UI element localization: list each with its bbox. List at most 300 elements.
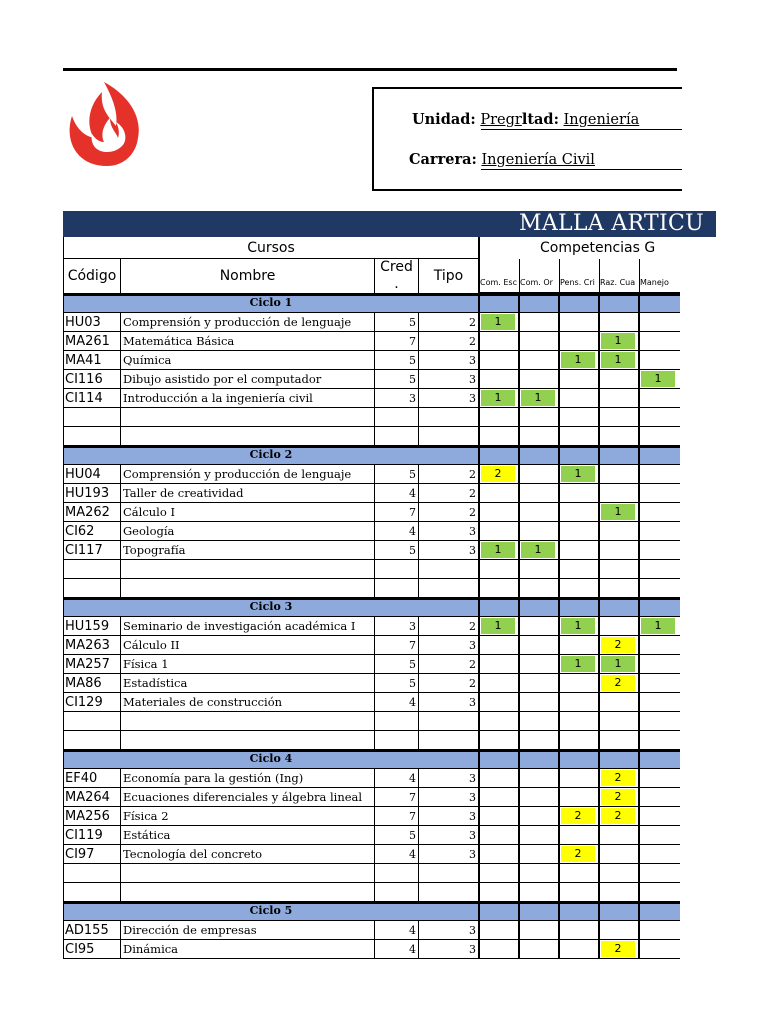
competency-cell: [520, 579, 560, 598]
competency-cell: [520, 712, 560, 731]
course-code: AD155: [63, 921, 121, 940]
competency-cell: [520, 408, 560, 427]
competency-level: [601, 485, 635, 501]
course-name: Ecuaciones diferenciales y álgebra lineal: [121, 788, 375, 807]
course-code: MA41: [63, 351, 121, 370]
competency-cell: [520, 674, 560, 693]
course-code: HU193: [63, 484, 121, 503]
course-name: Estadística: [121, 674, 375, 693]
competency-level: [481, 637, 515, 653]
competency-level: [481, 884, 515, 900]
course-credits: [375, 427, 419, 446]
course-tipo: 2: [419, 617, 480, 636]
competency-level: [641, 542, 675, 558]
course-credits: 3: [375, 617, 419, 636]
competency-cell: [480, 921, 520, 940]
ciclo-row-label: Ciclo 2: [63, 446, 480, 465]
course-name: Comprensión y producción de lenguaje: [121, 313, 375, 332]
ciclo-row-competency-cell: [480, 598, 520, 617]
ciclo-row-competency-cell: [560, 598, 600, 617]
course-code: MA262: [63, 503, 121, 522]
competency-cell: [480, 503, 520, 522]
competency-cell: [560, 674, 600, 693]
competency-level: [521, 865, 555, 881]
competency-cell: [520, 560, 560, 579]
competency-cell: [520, 921, 560, 940]
competency-cell: [600, 864, 640, 883]
course-name: Estática: [121, 826, 375, 845]
competency-level: [521, 314, 555, 330]
competency-cell: [480, 560, 520, 579]
carrera-underline: [481, 169, 682, 170]
course-tipo: [419, 427, 480, 446]
competency-cell: [560, 408, 600, 427]
competency-cell: [640, 408, 680, 427]
competency-cell: [480, 484, 520, 503]
course-name: Economía para la gestión (Ing): [121, 769, 375, 788]
course-credits: [375, 712, 419, 731]
competency-cell: [640, 788, 680, 807]
competency-cell: [600, 731, 640, 750]
competency-cell: [600, 351, 640, 370]
ciclo-row-competency-cell: [520, 446, 560, 465]
competency-cell: [480, 655, 520, 674]
ciclo-row-competency-cell: [640, 294, 680, 313]
competency-cell: [560, 845, 600, 864]
course-credits: [375, 731, 419, 750]
competency-level: [641, 580, 675, 596]
competency-cell: [520, 484, 560, 503]
competency-cell: [600, 313, 640, 332]
competency-level: [521, 941, 555, 957]
competency-cell: [560, 313, 600, 332]
course-credits: [375, 864, 419, 883]
competency-cell: [600, 826, 640, 845]
competency-cell: [640, 484, 680, 503]
course-credits: 4: [375, 921, 419, 940]
competency-cell: [640, 693, 680, 712]
competency-level: [641, 656, 675, 672]
competency-level: 2: [601, 675, 635, 691]
competency-cell: [600, 389, 640, 408]
competency-level: [641, 846, 675, 862]
competency-level: [641, 922, 675, 938]
competency-cell: [480, 826, 520, 845]
carrera-value: Ingeniería Civil: [481, 152, 595, 168]
course-credits: 7: [375, 788, 419, 807]
competency-level: [521, 561, 555, 577]
competency-cell: [480, 465, 520, 484]
competency-level: [641, 523, 675, 539]
competency-cell: [520, 940, 560, 959]
competency-level: [521, 371, 555, 387]
course-tipo: 2: [419, 674, 480, 693]
competency-level: [521, 656, 555, 672]
creditos-header-text: Cred: [380, 259, 413, 275]
course-code: CI119: [63, 826, 121, 845]
course-name: Física 2: [121, 807, 375, 826]
competency-cell: [520, 769, 560, 788]
competency-level: [521, 485, 555, 501]
competency-level: [481, 865, 515, 881]
competency-cell: [480, 883, 520, 902]
course-tipo: 3: [419, 921, 480, 940]
competency-level: [561, 922, 595, 938]
course-code: [63, 560, 121, 579]
competency-cell: [520, 617, 560, 636]
course-code: [63, 731, 121, 750]
competency-level: [561, 580, 595, 596]
competency-cell: [640, 731, 680, 750]
competency-cell: [520, 636, 560, 655]
course-code: MA261: [63, 332, 121, 351]
competency-level: 1: [521, 390, 555, 406]
competency-level: [601, 580, 635, 596]
competency-level: [641, 333, 675, 349]
ciclo-row-competency-cell: [480, 902, 520, 921]
competency-level: [481, 523, 515, 539]
course-name: [121, 731, 375, 750]
university-logo: [66, 78, 148, 168]
competency-cell: [480, 313, 520, 332]
ciclo-row-competency-cell: [560, 294, 600, 313]
competency-cell: [640, 389, 680, 408]
course-credits: 7: [375, 636, 419, 655]
competency-cell: [560, 617, 600, 636]
competency-level: [561, 732, 595, 748]
competency-cell: [640, 864, 680, 883]
competency-level: [481, 504, 515, 520]
competency-level: [521, 637, 555, 653]
competency-level: [641, 694, 675, 710]
course-name: Topografía: [121, 541, 375, 560]
course-tipo: 2: [419, 313, 480, 332]
course-name: Cálculo II: [121, 636, 375, 655]
competency-cell: [600, 940, 640, 959]
competency-level: 1: [561, 352, 595, 368]
ciclo-row-competency-cell: [560, 446, 600, 465]
ciclo-row-competency-cell: [640, 446, 680, 465]
competency-level: [481, 675, 515, 691]
course-name: Tecnología del concreto: [121, 845, 375, 864]
competency-cell: [480, 693, 520, 712]
competency-cell: [640, 636, 680, 655]
course-tipo: 2: [419, 503, 480, 522]
competency-cell: [480, 712, 520, 731]
course-credits: 4: [375, 484, 419, 503]
competency-cell: [560, 541, 600, 560]
competency-level: [601, 542, 635, 558]
ciclo-row-competency-cell: [600, 902, 640, 921]
competency-level: 1: [601, 504, 635, 520]
course-name: [121, 883, 375, 902]
course-code: HU04: [63, 465, 121, 484]
course-code: CI117: [63, 541, 121, 560]
competency-cell: [520, 864, 560, 883]
competency-level: [481, 941, 515, 957]
competency-cell: [640, 427, 680, 446]
competency-level: [601, 371, 635, 387]
competency-cell: [560, 465, 600, 484]
ciclo-row-competency-cell: [480, 294, 520, 313]
competency-cell: [560, 769, 600, 788]
course-name: Materiales de construcción: [121, 693, 375, 712]
competency-cell: [480, 579, 520, 598]
course-name: Introducción a la ingeniería civil: [121, 389, 375, 408]
course-credits: [375, 408, 419, 427]
competency-level: [601, 732, 635, 748]
course-name: Dirección de empresas: [121, 921, 375, 940]
course-name: Física 1: [121, 655, 375, 674]
competency-cell: [640, 712, 680, 731]
course-tipo: 3: [419, 807, 480, 826]
competency-cell: [520, 351, 560, 370]
competency-level: [561, 770, 595, 786]
competency-cell: [600, 674, 640, 693]
course-tipo: 2: [419, 655, 480, 674]
ciclo-row-competency-cell: [560, 750, 600, 769]
course-credits: 7: [375, 332, 419, 351]
competency-cell: [600, 712, 640, 731]
competency-cell: [600, 370, 640, 389]
banner-title: MALLA ARTICU: [519, 211, 704, 236]
competency-cell: [640, 541, 680, 560]
competency-cell: [640, 370, 680, 389]
competency-level: [561, 504, 595, 520]
course-credits: 5: [375, 313, 419, 332]
competency-level: [641, 637, 675, 653]
ciclo-row-label: Ciclo 5: [63, 902, 480, 921]
competency-cell: [640, 807, 680, 826]
title-banner: [63, 211, 716, 237]
competency-level: [561, 865, 595, 881]
course-credits: 3: [375, 389, 419, 408]
codigo-header: Código: [63, 259, 121, 294]
unidad-value: Pregr: [480, 112, 522, 128]
unidad-line: [412, 111, 639, 128]
course-tipo: [419, 883, 480, 902]
competency-level: [521, 884, 555, 900]
competency-cell: [640, 560, 680, 579]
competency-level: [561, 409, 595, 425]
competency-cell: [480, 674, 520, 693]
course-credits: [375, 579, 419, 598]
competency-cell: [600, 845, 640, 864]
competency-cell: [640, 674, 680, 693]
competency-cell: [560, 389, 600, 408]
course-name: [121, 427, 375, 446]
competency-level: [481, 846, 515, 862]
competency-level: 1: [601, 656, 635, 672]
competency-cell: [560, 826, 600, 845]
competency-cell: [520, 731, 560, 750]
course-name: Cálculo I: [121, 503, 375, 522]
competency-header-2: Com. Or: [520, 259, 560, 294]
competency-level: [601, 922, 635, 938]
course-code: [63, 883, 121, 902]
course-tipo: [419, 731, 480, 750]
course-code: [63, 579, 121, 598]
competency-level: 2: [561, 846, 595, 862]
ciclo-row-competency-cell: [600, 598, 640, 617]
course-tipo: 3: [419, 788, 480, 807]
competency-cell: [600, 788, 640, 807]
carrera-label: Carrera:: [409, 151, 477, 168]
competency-level: [521, 466, 555, 482]
competency-cell: [640, 522, 680, 541]
competency-cell: [640, 465, 680, 484]
ciclo-row-competency-cell: [640, 750, 680, 769]
competency-level: [601, 713, 635, 729]
course-tipo: [419, 560, 480, 579]
nombre-header: Nombre: [121, 259, 375, 294]
competency-cell: [600, 617, 640, 636]
course-credits: 5: [375, 674, 419, 693]
ciclo-row-competency-cell: [640, 902, 680, 921]
competency-cell: [560, 693, 600, 712]
competency-cell: [640, 921, 680, 940]
info-box: [372, 87, 682, 191]
competency-level: [481, 922, 515, 938]
competency-level: 1: [481, 314, 515, 330]
competency-cell: [600, 332, 640, 351]
competency-level: [521, 675, 555, 691]
course-tipo: 3: [419, 389, 480, 408]
competency-level: [641, 409, 675, 425]
competency-cell: [640, 883, 680, 902]
competency-level: [641, 827, 675, 843]
ciclo-row-label: Ciclo 3: [63, 598, 480, 617]
competency-level: 1: [561, 656, 595, 672]
competency-level: [481, 561, 515, 577]
competency-cell: [600, 579, 640, 598]
competency-level: [521, 922, 555, 938]
competency-cell: [520, 465, 560, 484]
competencias-header: Competencias G: [540, 240, 656, 256]
competency-level: [561, 561, 595, 577]
competency-cell: [560, 864, 600, 883]
competency-level: [481, 808, 515, 824]
competency-cell: [600, 427, 640, 446]
course-name: [121, 408, 375, 427]
competency-level: [481, 333, 515, 349]
tipo-header: Tipo: [419, 259, 480, 294]
competency-level: [481, 352, 515, 368]
course-credits: 5: [375, 465, 419, 484]
course-name: [121, 579, 375, 598]
facultad-label: ltad:: [521, 111, 559, 128]
course-name: Dinámica: [121, 940, 375, 959]
competency-level: [521, 333, 555, 349]
competency-level: [561, 333, 595, 349]
course-credits: 5: [375, 826, 419, 845]
course-name: [121, 712, 375, 731]
competency-level: [481, 409, 515, 425]
competency-level: [481, 827, 515, 843]
course-credits: 5: [375, 351, 419, 370]
competency-header-5: Manejo: [640, 259, 680, 294]
course-code: MA256: [63, 807, 121, 826]
competency-cell: [600, 503, 640, 522]
competency-cell: [560, 560, 600, 579]
competency-level: [481, 428, 515, 444]
competency-cell: [560, 940, 600, 959]
competency-level: [521, 846, 555, 862]
competency-cell: [560, 883, 600, 902]
competency-cell: [600, 541, 640, 560]
competency-cell: [640, 351, 680, 370]
competency-level: [561, 428, 595, 444]
competency-cell: [600, 693, 640, 712]
competency-level: 1: [481, 390, 515, 406]
competency-level: [601, 428, 635, 444]
competency-cell: [560, 731, 600, 750]
competency-level: [481, 580, 515, 596]
carrera-line: [409, 151, 595, 168]
competency-level: [601, 618, 635, 634]
course-tipo: 3: [419, 845, 480, 864]
competency-cell: [560, 503, 600, 522]
competency-level: 1: [521, 542, 555, 558]
competency-cell: [520, 503, 560, 522]
competency-level: [521, 808, 555, 824]
ciclo-row-competency-cell: [640, 598, 680, 617]
competency-cell: [480, 427, 520, 446]
competency-level: [561, 789, 595, 805]
course-credits: 5: [375, 541, 419, 560]
competency-level: [601, 694, 635, 710]
ciclo-row-competency-cell: [600, 294, 640, 313]
competency-level: [561, 713, 595, 729]
unidad-underline: [481, 129, 682, 130]
competency-level: 1: [561, 466, 595, 482]
course-tipo: 2: [419, 465, 480, 484]
competency-cell: [600, 921, 640, 940]
competency-level: [641, 485, 675, 501]
competency-cell: [520, 332, 560, 351]
course-name: [121, 864, 375, 883]
competency-level: [561, 542, 595, 558]
competency-header-4: Raz. Cua: [600, 259, 640, 294]
competency-cell: [480, 769, 520, 788]
competency-level: 1: [601, 352, 635, 368]
competency-level: 2: [601, 637, 635, 653]
competency-cell: [560, 427, 600, 446]
course-tipo: 2: [419, 484, 480, 503]
competency-cell: [600, 484, 640, 503]
competency-cell: [520, 522, 560, 541]
course-tipo: [419, 408, 480, 427]
course-credits: 4: [375, 940, 419, 959]
competency-level: [521, 713, 555, 729]
course-code: MA257: [63, 655, 121, 674]
competency-cell: [560, 522, 600, 541]
competency-level: 1: [601, 333, 635, 349]
competency-level: 2: [601, 770, 635, 786]
course-tipo: 3: [419, 522, 480, 541]
competency-header-1: Com. Esc: [480, 259, 520, 294]
competency-level: [521, 580, 555, 596]
course-tipo: 3: [419, 541, 480, 560]
competency-cell: [600, 465, 640, 484]
competency-level: [521, 409, 555, 425]
course-code: MA86: [63, 674, 121, 693]
competency-level: [641, 713, 675, 729]
competency-level: [521, 732, 555, 748]
competency-level: [561, 485, 595, 501]
competency-cell: [640, 845, 680, 864]
ciclo-row-label: Ciclo 4: [63, 750, 480, 769]
